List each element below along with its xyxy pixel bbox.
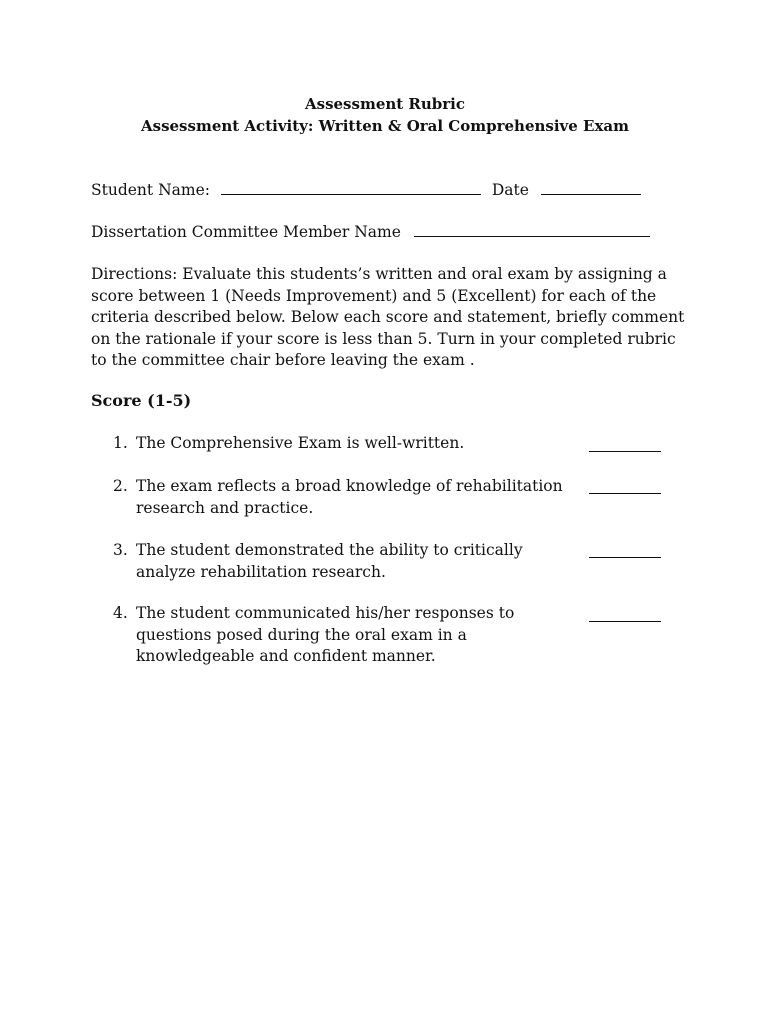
rubric-item-text: The exam reflects a broad knowledge of rehabilitation research and practice. [136, 477, 563, 517]
rubric-item [113, 476, 583, 519]
rubric-item [113, 540, 583, 583]
committee-member-label: Dissertation Committee Member Name [91, 223, 401, 241]
student-name-row [91, 180, 641, 200]
rubric-item-text: The Comprehensive Exam is well-written. [136, 434, 465, 452]
rubric-item-text: The student communicated his/her responses to questions posed during the oral exam in a knowledgeable and confident manner. [136, 604, 515, 665]
score-field[interactable] [589, 493, 661, 494]
score-field[interactable] [589, 557, 661, 558]
directions-paragraph: Directions: Evaluate this students’s written and oral exam by assigning a score between 1 (Needs Improvement) and 5 (Excellent) for each of the criteria described below. Below each score and statement, briefly comment on the rationale if your score is less than 5. Turn in your completed rubric to the committee chair before leaving the exam . [91, 265, 685, 369]
rubric-item [113, 603, 583, 668]
student-name-label: Student Name: [91, 181, 210, 199]
committee-member-row [91, 222, 650, 242]
committee-member-field[interactable] [414, 222, 650, 237]
rubric-item-number: 3. [113, 541, 128, 559]
score-field[interactable] [589, 451, 661, 452]
student-name-field[interactable] [221, 180, 481, 195]
rubric-item [113, 433, 583, 455]
rubric-item-number: 1. [113, 434, 128, 452]
rubric-item-text: The student demonstrated the ability to critically analyze rehabilitation research. [136, 541, 523, 581]
score-field[interactable] [589, 621, 661, 622]
rubric-item-number: 2. [113, 477, 128, 495]
document-subtitle: Assessment Activity: Written & Oral Comprehensive Exam [140, 117, 630, 135]
date-field[interactable] [541, 180, 641, 195]
document-title: Assessment Rubric [304, 95, 466, 113]
score-heading: Score (1-5) [91, 391, 192, 410]
rubric-item-number: 4. [113, 604, 128, 622]
date-label: Date [491, 181, 529, 199]
